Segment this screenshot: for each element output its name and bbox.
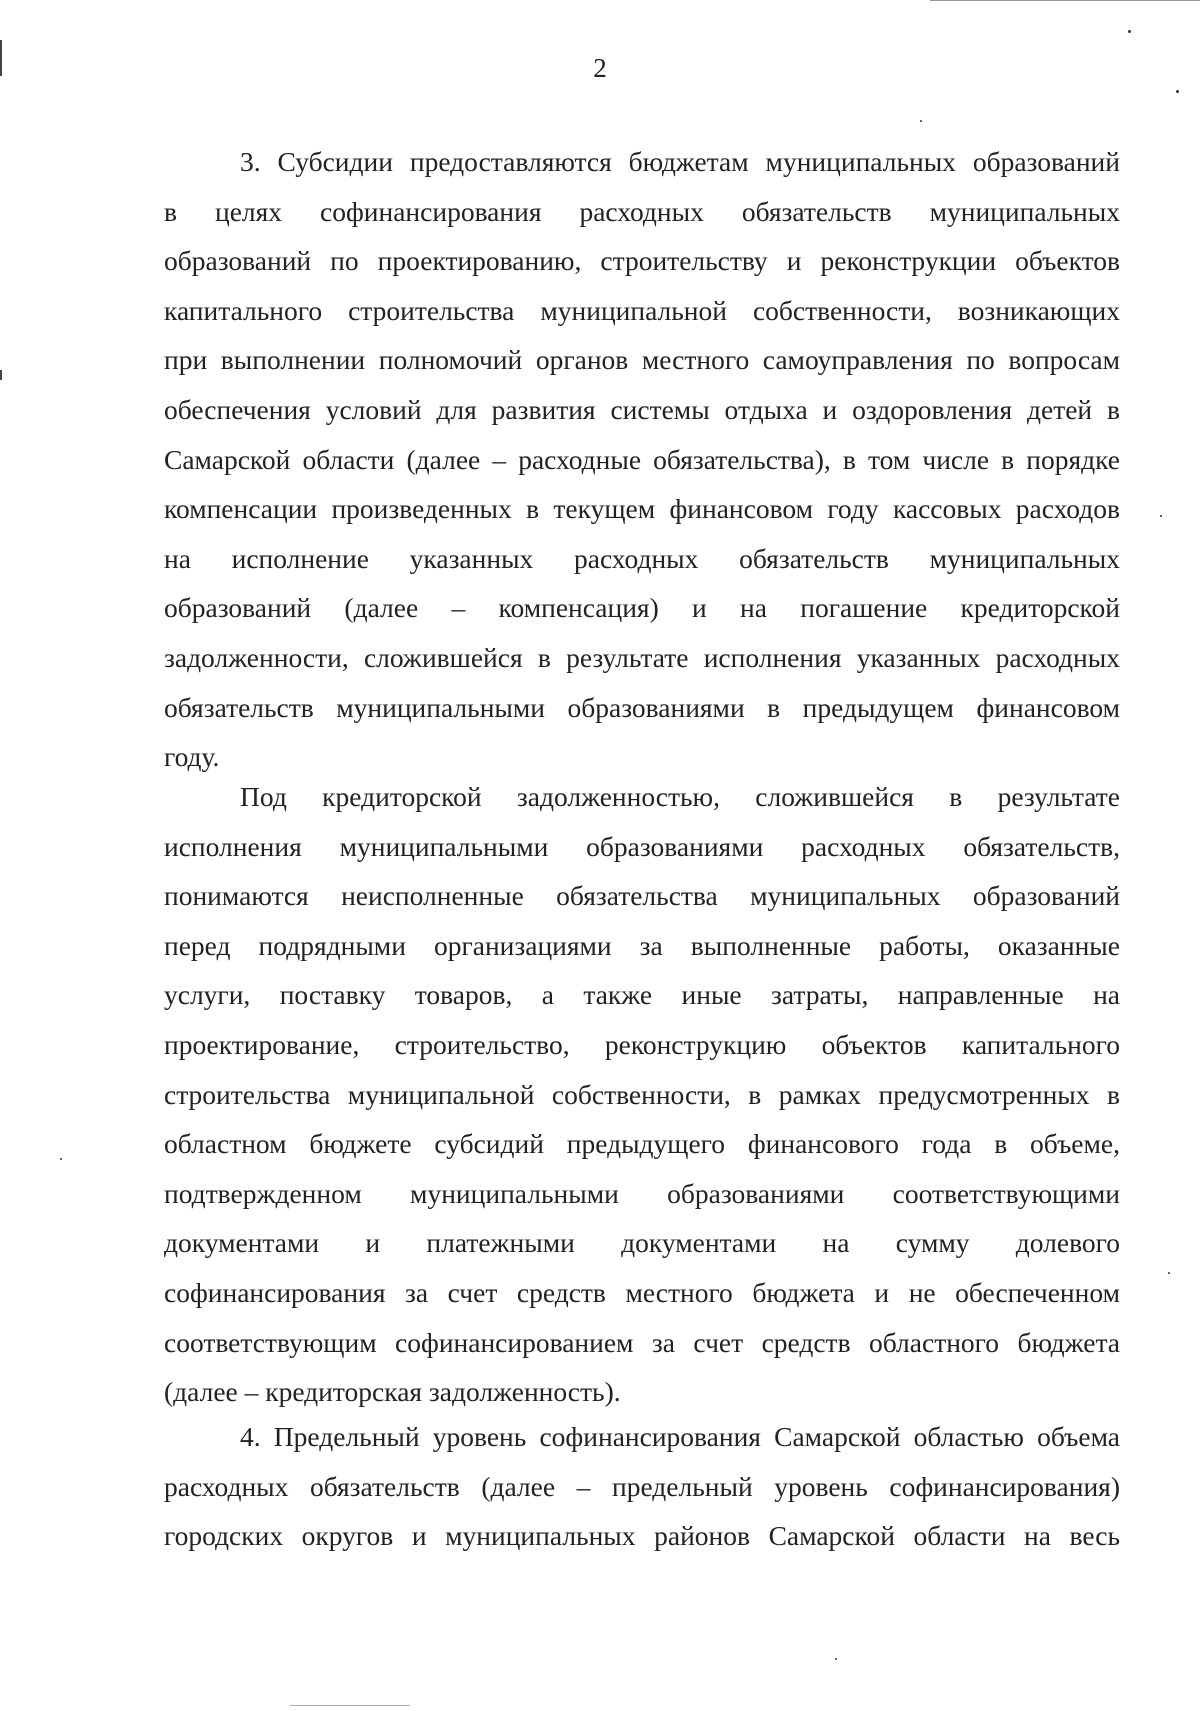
paragraph-line: (далее – кредиторская задолженность). [164, 1376, 621, 1408]
paragraph-line: на исполнение указанных расходных обязательств муниципальных [164, 542, 1120, 574]
paragraph-line: перед подрядными организациями за выполненные работы, оказанные [164, 929, 1120, 961]
paragraph-line: Самарской области (далее – расходные обязательства), в том числе в порядке [164, 443, 1120, 475]
paragraph-line: проектирование, строительство, реконструкцию объектов капитального [164, 1028, 1120, 1060]
paragraph-line: услуги, поставку товаров, а также иные затраты, направленные на [164, 979, 1120, 1011]
paragraph-creditor-debt [164, 772, 1120, 1417]
paragraph-line: при выполнении полномочий органов местного самоуправления по вопросам [164, 344, 1120, 376]
paragraph-line: строительства муниципальной собственности, в рамках предусмотренных в [164, 1078, 1120, 1110]
paragraph-line: в целях софинансирования расходных обязательств муниципальных [164, 195, 1120, 227]
paragraph-line: обеспечения условий для развития системы отдыха и оздоровления детей в [164, 393, 1120, 425]
scan-bottom-line [290, 1705, 410, 1706]
scan-top-line [930, 0, 1200, 1]
scan-speck [60, 1158, 62, 1160]
paragraph-line: обязательств муниципальными образованиями в предыдущем финансовом [164, 691, 1120, 723]
paragraph-line: компенсации произведенных в текущем финансовом году кассовых расходов [164, 493, 1120, 525]
paragraph-line: Под кредиторской задолженностью, сложившейся в результате [240, 781, 1120, 812]
paragraph-line: областном бюджете субсидий предыдущего финансового года в объеме, [164, 1128, 1120, 1160]
paragraph-line: 4. Предельный уровень софинансирования Самарской областью объема [240, 1421, 1120, 1452]
scan-edge-mark [0, 40, 2, 76]
paragraph-line: подтвержденном муниципальными образованиями соответствующими [164, 1177, 1120, 1209]
paragraph-line: расходных обязательств (далее – предельный уровень софинансирования) [164, 1470, 1120, 1502]
scan-speck [1128, 30, 1131, 33]
scan-speck [920, 120, 922, 122]
paragraph-3 [164, 137, 1120, 782]
paragraph-line: образований по проектированию, строительству и реконструкции объектов [164, 245, 1120, 277]
paragraph-line: соответствующим софинансированием за счет средств областного бюджета [164, 1326, 1120, 1358]
paragraph-line: понимаются неисполненные обязательства муниципальных образований [164, 880, 1120, 912]
paragraph-line: 3. Субсидии предоставляются бюджетам муниципальных образований [240, 146, 1120, 177]
paragraph-line: году. [164, 741, 220, 773]
scan-speck [1160, 515, 1162, 517]
page-number: 2 [593, 53, 607, 83]
paragraph-line: исполнения муниципальными образованиями расходных обязательств, [164, 830, 1120, 862]
paragraph-line: образований (далее – компенсация) и на погашение кредиторской [164, 592, 1120, 624]
scan-edge-mark [0, 370, 2, 380]
paragraph-line: задолженности, сложившейся в результате исполнения указанных расходных [164, 641, 1120, 673]
paragraph-line: документами и платежными документами на сумму долевого [164, 1227, 1120, 1259]
scan-speck [1168, 1272, 1170, 1274]
scan-speck [1176, 90, 1179, 93]
paragraph-line: софинансирования за счет средств местного бюджета и не обеспеченном [164, 1276, 1120, 1308]
paragraph-line: городских округов и муниципальных районов Самарской области на весь [164, 1520, 1120, 1552]
paragraph-line: капитального строительства муниципальной собственности, возникающих [164, 294, 1120, 326]
paragraph-4 [164, 1412, 1120, 1561]
scan-speck [835, 1658, 837, 1660]
